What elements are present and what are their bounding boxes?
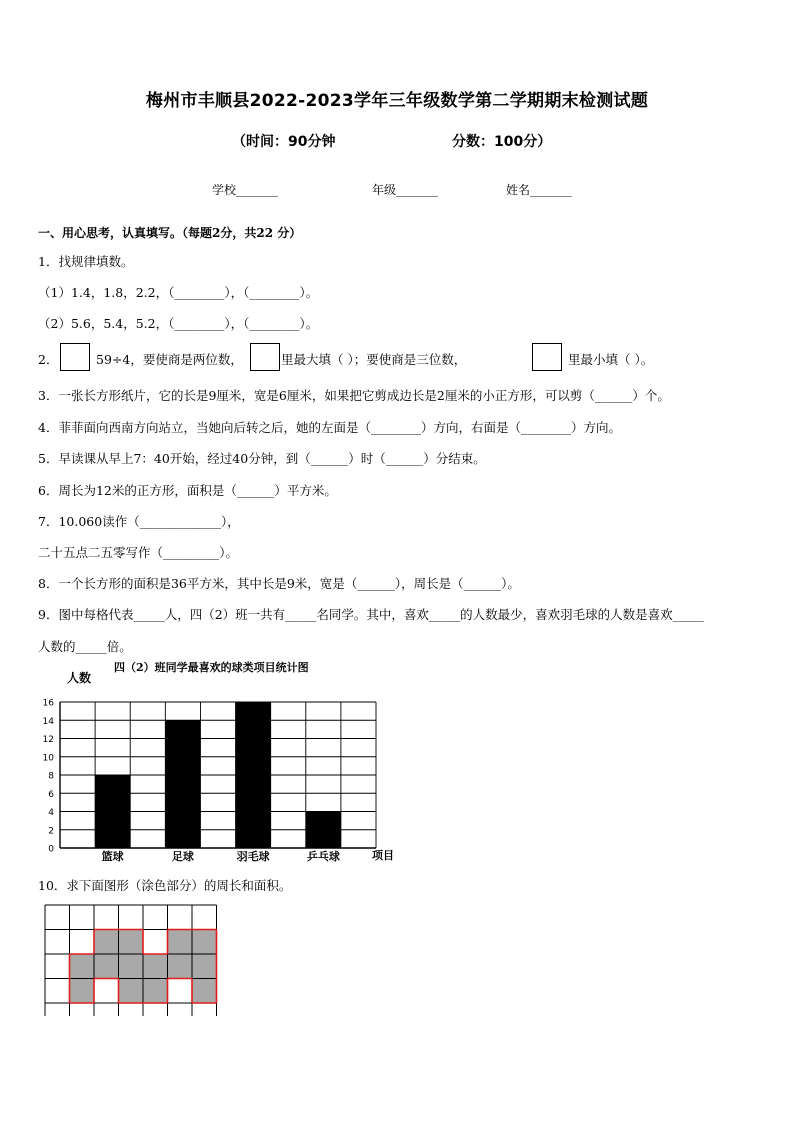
name-field[interactable]: 姓名_______ [506,183,573,197]
bar-篮球 [95,775,130,848]
chart-y-ticks [43,699,55,855]
chart-title: 四（2）班同学最喜欢的球类项目统计图 [114,661,309,674]
y-tick-label: 4 [48,808,54,818]
shaded-cell [168,930,193,955]
chart-y-label: 人数 [67,671,92,685]
shaded-cell [119,954,144,979]
y-tick-label: 16 [42,698,54,709]
question-1: 1．找规律填数。 [38,254,134,269]
shaded-cell [119,930,144,955]
grade-field[interactable]: 年级_______ [372,183,439,197]
x-tick-label: 足球 [171,850,194,863]
question-2-text-a: 59÷4，要使商是两位数， [96,352,243,367]
x-tick-label: 乒乓球 [306,850,340,863]
exam-score: 分数：100分） [452,134,552,150]
shaded-cell [143,979,168,1004]
x-tick-label: 羽毛球 [236,850,270,863]
shaded-cell [192,930,217,955]
bar-足球 [165,720,200,848]
chart-x-ticks [102,849,340,863]
answer-box[interactable] [532,343,562,371]
question-2-text-b: 里最大填（ ）；要使商是三位数， [281,352,467,367]
answer-box[interactable] [250,343,280,371]
question-1-part-1: （1）1.4，1.8，2.2，（________），（________）。 [38,285,319,300]
bar-chart [38,658,408,868]
question-5: 5．早读课从早上7：40开始，经过40分钟，到（______）时（______）分结束。 [38,451,486,466]
question-9-line-2: 人数的_____倍。 [38,639,132,654]
school-field[interactable]: 学校_______ [212,183,279,197]
shaded-cell [70,954,95,979]
question-1-part-2: （2）5.6，5.4，5.2，（________），（________）。 [38,316,319,331]
bar-羽毛球 [236,702,271,848]
y-tick-label: 10 [42,753,54,764]
shaded-cell [143,954,168,979]
shaded-figure [44,904,219,1016]
y-tick-label: 2 [48,826,54,837]
page-title: 梅州市丰顺县2022-2023学年三年级数学第二学期期末检测试题 [145,91,649,111]
question-10: 10．求下面图形（涂色部分）的周长和面积。 [38,878,292,893]
question-3: 3．一张长方形纸片，它的长是9厘米，宽是6厘米，如果把它剪成边长是2厘米的小正方形，可以剪（______）个。 [38,388,670,403]
question-8: 8．一个长方形的面积是36平方米，其中长是9米，宽是（______），周长是（______）。 [38,576,520,591]
shaded-cell [119,979,144,1004]
bar-乒乓球 [306,812,341,849]
exam-time: （时间：90分钟 [232,134,336,150]
question-6: 6．周长为12米的正方形，面积是（______）平方米。 [38,483,337,498]
y-tick-label: 0 [48,844,54,855]
x-tick-label: 篮球 [101,850,124,863]
question-2-text-c: 里最小填（ ）。 [568,352,654,367]
shaded-cell [192,979,217,1004]
shaded-cell [94,954,119,979]
question-7-part-1: 7．10.060读作（_____________）， [38,514,240,529]
question-4: 4．菲菲面向西南方向站立，当她向后转之后，她的左面是（________）方向，右面是（________）方向。 [38,420,621,435]
question-2-number: 2． [38,352,59,367]
y-tick-label: 12 [42,735,54,745]
shaded-cell [168,954,193,979]
question-7-part-2: 二十五点二五零写作（_________）。 [38,545,239,560]
shaded-cell [192,954,217,979]
chart-x-label: 项目 [372,849,394,862]
question-9-line-1: 9．图中每格代表_____人，四（2）班一共有_____名同学。其中，喜欢_____的人数最少，喜欢羽毛球的人数是喜欢_____ [38,607,704,622]
shaded-cell [94,930,119,955]
y-tick-label: 8 [48,771,54,782]
section-heading: 一、用心思考，认真填写。（每题2分，共22 分） [38,226,302,240]
answer-box[interactable] [60,343,90,371]
shaded-cell [70,979,95,1004]
y-tick-label: 6 [48,789,54,800]
y-tick-label: 14 [42,716,54,727]
